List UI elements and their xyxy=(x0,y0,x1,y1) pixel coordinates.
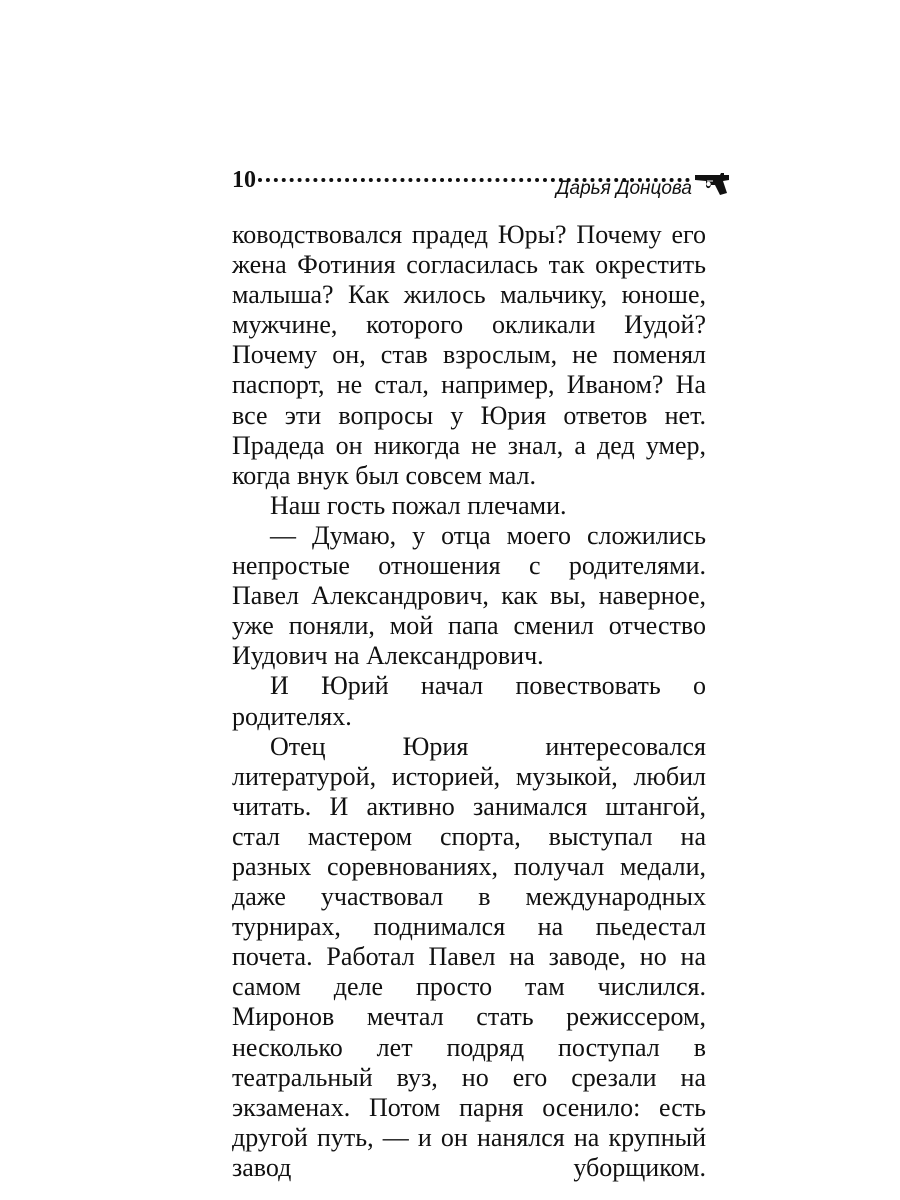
page-text xyxy=(232,220,706,1183)
page-number: 10 xyxy=(232,167,256,193)
running-header-author: Дарья Донцова xyxy=(556,178,692,199)
paragraph: ководствовался прадед Юры? Почему его жена Фотиния согласилась так окрестить малыша? Как жилось мальчику, юноше, мужчине, которого окликали Иудой? Почему он, став взрослым, не поменял паспорт, не стал, например, Иваном? На все эти вопросы у Юрия ответов нет. Прадеда он никогда не знал, а дед умер, когда внук был совсем мал. xyxy=(232,220,706,490)
revolver-icon xyxy=(694,172,732,196)
paragraph: Наш гость пожал плечами. xyxy=(270,490,567,520)
paragraph: — Думаю, у отца моего сложились непростые отношения с родителями. Павел Александрович, как вы, наверное, уже поняли, мой папа сменил отчество Иудович на Александрович. xyxy=(232,520,706,671)
paragraph: Отец Юрия интересовался литературой, историей, музыкой, любил читать. И активно занимался штангой, стал мастером спорта, выступал на разных соревнованиях, получал медали, даже участвовал в международных турнирах, поднимался на пьедестал почета. Работал Павел на заводе, но на самом деле просто там числился. Миронов мечтал стать режиссером, несколько лет подряд поступал в театральный вуз, но его срезали на экзаменах. Потом парня осенило: есть другой путь, — и он нанялся на крупный завод уборщиком. xyxy=(232,731,706,1182)
paragraph: И Юрий начал повествовать о родителях. xyxy=(232,671,706,731)
running-header xyxy=(232,160,732,200)
